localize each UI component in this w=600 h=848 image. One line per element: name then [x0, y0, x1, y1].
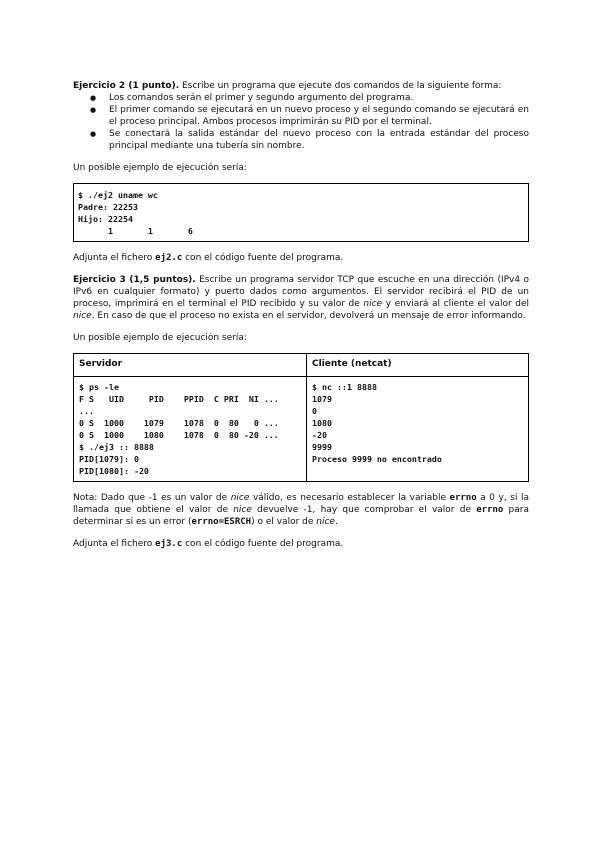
- note-text: válido, es necesario establecer la variable: [249, 493, 450, 503]
- note-text: Nota: Dado que -1 es un valor de: [73, 493, 231, 503]
- code-line: 1 1 6: [78, 226, 193, 236]
- ex3-filename: ej3.c: [155, 539, 183, 549]
- ex3-example-table: [73, 353, 529, 482]
- ex2-bullet-list: [73, 92, 529, 152]
- ex3-desc: Escribe un programa servidor TCP que escuche en una dirección (IPv4 o IPv6 en cualquier formato) y puerto dados como argumentos. El servidor recibirá el PID de un proceso, imprimirá en el terminal el PID recibido y su valor de: [73, 275, 529, 309]
- attach-text: con el código fuente del programa.: [182, 253, 344, 263]
- ex3-nice: nice: [73, 311, 92, 321]
- ex2-title: Ejercicio 2 (1 punto).: [73, 81, 180, 91]
- note-text: a 0 y, si la llamada que obtiene el valor de: [73, 493, 530, 515]
- note-errno: errno: [449, 493, 477, 503]
- attach-text: con el código fuente del programa.: [182, 539, 344, 549]
- ex2-intro: Escribe un programa que ejecute dos comandos de la siguiente forma:: [179, 81, 502, 91]
- note-errno: errno: [476, 505, 504, 515]
- code-line: Proceso 9999 no encontrado: [312, 454, 442, 464]
- note-text: para determinar si es un error (: [73, 505, 529, 527]
- ex2-attach-note: [73, 252, 529, 264]
- document-page: [73, 80, 529, 550]
- ex2-code-example: [73, 183, 529, 242]
- server-header: Servidor: [74, 354, 307, 377]
- client-code: [307, 377, 529, 482]
- ex3-statement: [73, 274, 529, 322]
- code-line: 0 S 1000 1080 1078 0 80 -20 ...: [79, 430, 279, 440]
- ex3-nice: nice: [363, 299, 383, 309]
- note-text: ) o el valor de: [251, 517, 317, 527]
- code-line: $ ps -le: [79, 382, 119, 392]
- attach-text: Adjunta el fichero: [73, 253, 156, 263]
- list-item: ● Se conectará la salida estándar del nuevo proceso con la entrada estándar del proceso principal mediante una tubería sin nombre.: [73, 128, 529, 152]
- ex3-attach-note: [73, 538, 529, 550]
- code-line: 0 S 1000 1079 1078 0 80 0 ...: [79, 418, 279, 428]
- code-line: F S UID PID PPID C PRI NI ...: [79, 394, 279, 404]
- code-line: 9999: [312, 442, 332, 452]
- code-line: Hijo: 22254: [78, 214, 133, 224]
- ex3-title: Ejercicio 3 (1,5 puntos).: [73, 275, 196, 285]
- code-line: PID[1080]: -20: [79, 466, 149, 476]
- client-header: Cliente (netcat): [307, 354, 529, 377]
- code-line: PID[1079]: 0: [79, 454, 139, 464]
- code-line: $ nc ::1 8888: [312, 382, 377, 392]
- note-nice: nice: [230, 493, 250, 503]
- code-line: $ ./ej3 :: 8888: [79, 442, 154, 452]
- ex2-statement: [73, 80, 529, 92]
- list-item: ● El primer comando se ejecutará en un nuevo proceso y el segundo comando se ejecutará en el proceso principal. Ambos procesos imprimirán su PID por el terminal.: [73, 104, 529, 128]
- note-text: .: [334, 517, 338, 527]
- ex3-desc: y enviará al cliente el valor del: [382, 299, 529, 309]
- code-line: 1079: [312, 394, 332, 404]
- code-line: 1080: [312, 418, 332, 428]
- code-line: ...: [79, 406, 94, 416]
- ex2-example-intro: Un posible ejemplo de ejecución sería:: [73, 163, 247, 173]
- list-item: ● Los comandos serán el primer y segundo argumento del programa.: [73, 92, 529, 104]
- attach-text: Adjunta el fichero: [73, 539, 156, 549]
- server-code: [74, 377, 307, 482]
- note-text: devuelve -1, hay que comprobar el valor de: [251, 505, 477, 515]
- ex3-desc: . En caso de que el proceso no exista en el servidor, devolverá un mensaje de error informando.: [91, 311, 526, 321]
- note-esrch: errno=ESRCH: [191, 517, 252, 527]
- ex3-note: [73, 492, 529, 528]
- ex3-example-intro: Un posible ejemplo de ejecución sería:: [73, 333, 247, 343]
- code-line: -20: [312, 430, 327, 440]
- code-line: $ ./ej2 uname wc: [78, 190, 158, 200]
- code-line: 0: [312, 406, 317, 416]
- note-nice: nice: [233, 505, 252, 515]
- ex2-filename: ej2.c: [155, 253, 183, 263]
- note-nice: nice: [316, 517, 335, 527]
- code-line: Padre: 22253: [78, 202, 138, 212]
